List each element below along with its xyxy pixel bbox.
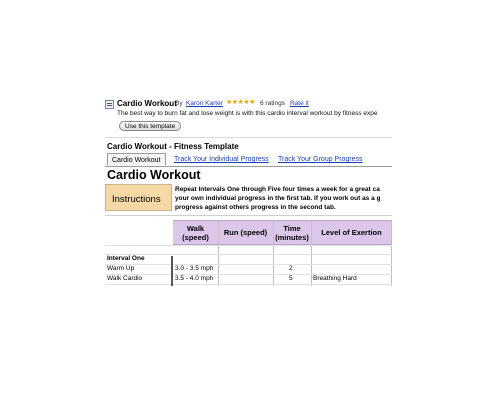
row-time: 2 — [289, 265, 293, 272]
screenshot-region — [105, 96, 392, 286]
row-line — [105, 264, 392, 265]
star-rating-icon: ★★★★★ — [226, 99, 255, 106]
instructions-line: Repeat Intervals One through Five four times a week for a great ca — [175, 186, 380, 193]
rate-it-link[interactable]: Rate it — [290, 100, 309, 107]
sheet-title: Cardio Workout — [107, 168, 201, 182]
instructions-line: your own individual progress in the first tab. If you work out as a g — [175, 195, 381, 202]
template-icon — [105, 100, 114, 109]
row-time: 5 — [289, 275, 293, 282]
sheet-tabs — [105, 153, 392, 167]
by-label: By — [175, 100, 183, 107]
column-divider-thick — [171, 256, 173, 286]
column-divider — [218, 220, 219, 286]
ratings-count: 6 ratings — [260, 100, 285, 107]
row-line — [105, 254, 392, 255]
instructions-text — [175, 185, 392, 212]
row-line — [105, 284, 392, 285]
tab-group-progress[interactable]: Track Your Group Progress — [278, 156, 363, 163]
tab-individual-progress[interactable]: Track Your Individual Progress — [174, 156, 269, 163]
document-title: Cardio Workout - Fitness Template — [107, 142, 239, 151]
column-divider — [391, 220, 392, 286]
column-divider — [311, 220, 312, 286]
instructions-label: Instructions — [112, 194, 161, 205]
row-name: Walk Cardio — [107, 275, 143, 282]
instructions-line: progress against others progress in the second tab. — [175, 204, 336, 211]
header-run: Run (speed) — [223, 228, 268, 237]
header-walk: Walk (speed) — [182, 223, 209, 242]
divider — [105, 137, 392, 138]
author-link[interactable]: Karon Karter — [186, 100, 223, 107]
template-name: Cardio Workout — [117, 99, 177, 108]
column-divider — [273, 220, 274, 286]
row-walk-speed: 3.0 - 3.5 mph — [175, 265, 214, 272]
header-exertion: Level of Exertion — [321, 228, 382, 237]
section-label: Interval One — [107, 255, 145, 262]
use-template-button[interactable]: Use this template — [119, 121, 181, 131]
row-name: Warm Up — [107, 265, 135, 272]
header-time: Time (minutes) — [275, 223, 309, 242]
row-exertion: Breathing Hard — [313, 275, 357, 282]
grid-line — [105, 215, 392, 216]
tab-cardio-workout[interactable]: Cardio Workout — [107, 153, 166, 166]
row-walk-speed: 3.5 - 4.0 mph — [175, 275, 214, 282]
row-line — [105, 245, 392, 246]
template-description: The best way to burn fat and lose weight is with this cardio interval workout by fitness expe — [117, 110, 378, 117]
